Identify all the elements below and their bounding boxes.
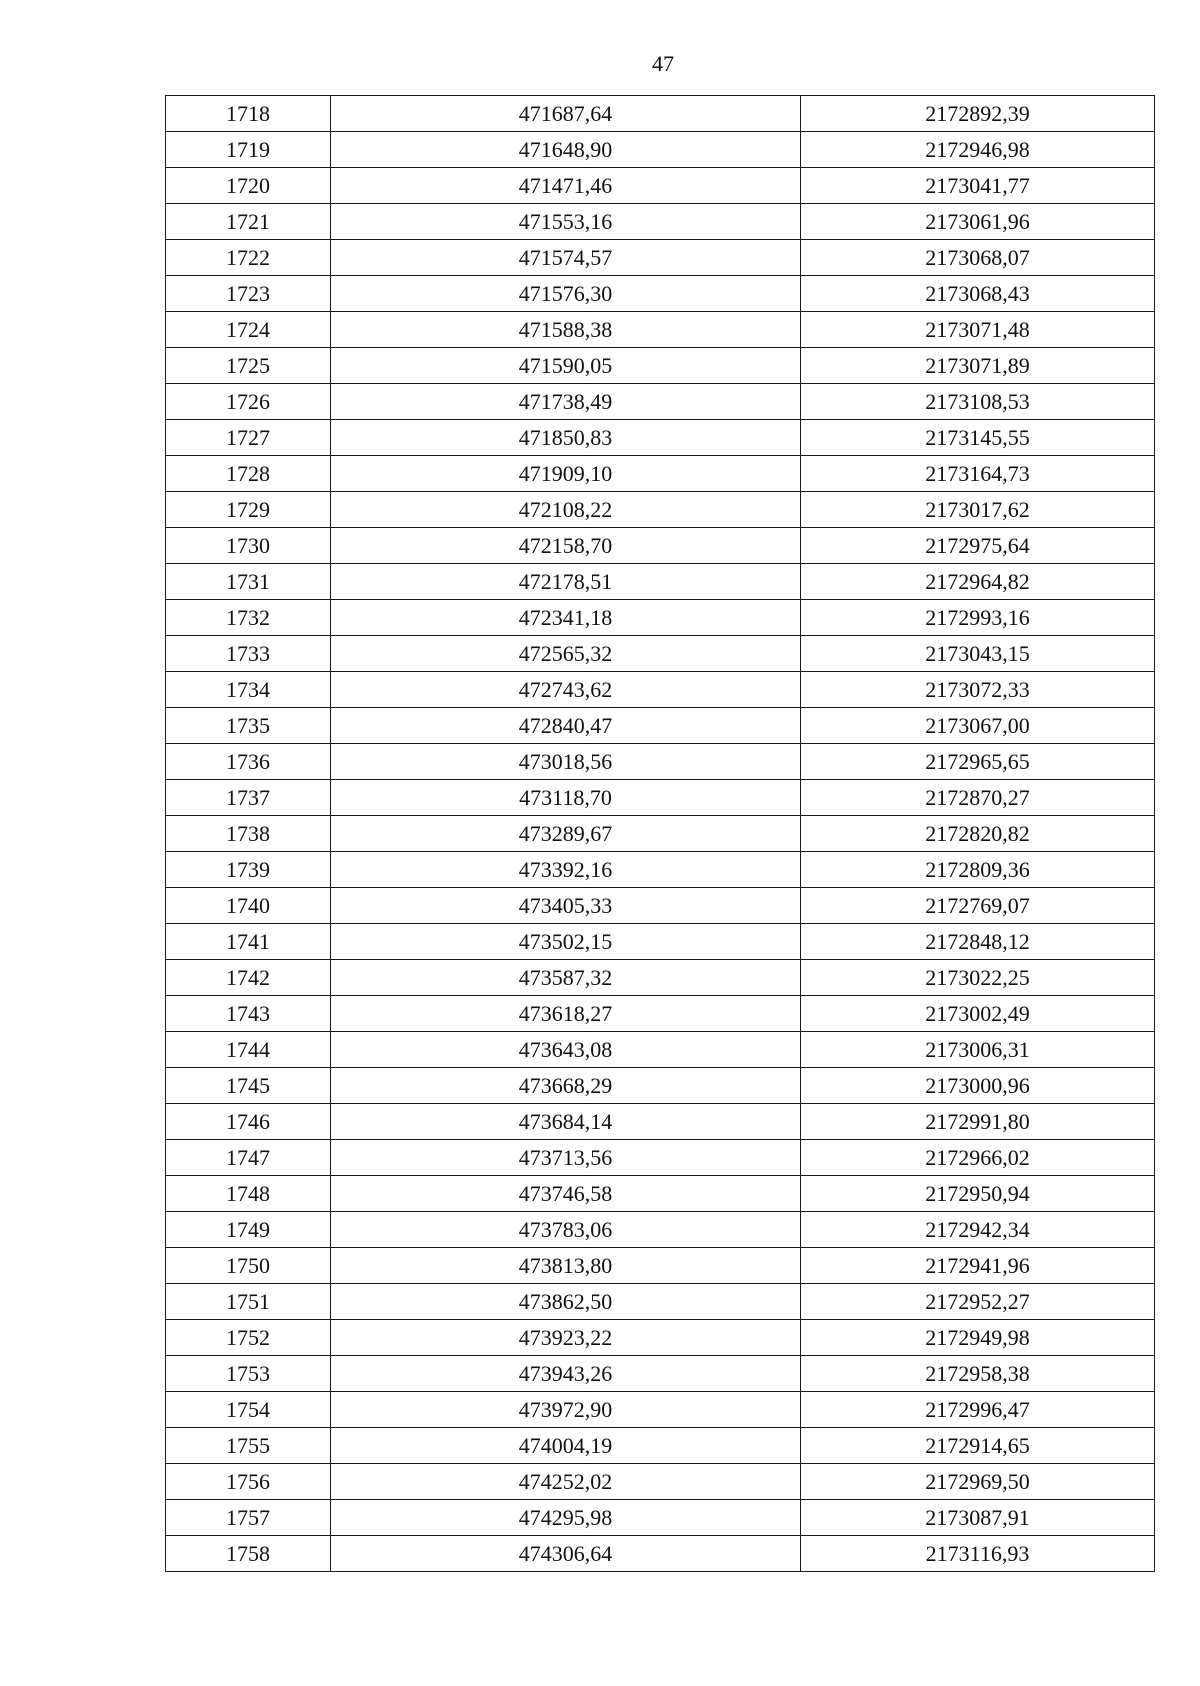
point-number-cell: 1737 xyxy=(166,780,331,816)
x-coordinate-cell: 471574,57 xyxy=(331,240,801,276)
y-coordinate-cell: 2173071,48 xyxy=(801,312,1155,348)
x-coordinate-cell: 471588,38 xyxy=(331,312,801,348)
y-coordinate-cell: 2172949,98 xyxy=(801,1320,1155,1356)
point-number-cell: 1758 xyxy=(166,1536,331,1572)
table-row xyxy=(166,960,1155,996)
x-coordinate-cell: 472840,47 xyxy=(331,708,801,744)
table-row xyxy=(166,528,1155,564)
table-row xyxy=(166,1464,1155,1500)
point-number-cell: 1734 xyxy=(166,672,331,708)
y-coordinate-cell: 2172946,98 xyxy=(801,132,1155,168)
x-coordinate-cell: 471553,16 xyxy=(331,204,801,240)
y-coordinate-cell: 2172964,82 xyxy=(801,564,1155,600)
point-number-cell: 1742 xyxy=(166,960,331,996)
table-row xyxy=(166,888,1155,924)
table-row xyxy=(166,744,1155,780)
table-row xyxy=(166,1140,1155,1176)
table-row xyxy=(166,996,1155,1032)
y-coordinate-cell: 2172993,16 xyxy=(801,600,1155,636)
y-coordinate-cell: 2173022,25 xyxy=(801,960,1155,996)
y-coordinate-cell: 2173061,96 xyxy=(801,204,1155,240)
point-number-cell: 1745 xyxy=(166,1068,331,1104)
table-row xyxy=(166,1068,1155,1104)
point-number-cell: 1723 xyxy=(166,276,331,312)
x-coordinate-cell: 472341,18 xyxy=(331,600,801,636)
y-coordinate-cell: 2172870,27 xyxy=(801,780,1155,816)
point-number-cell: 1749 xyxy=(166,1212,331,1248)
y-coordinate-cell: 2172969,50 xyxy=(801,1464,1155,1500)
x-coordinate-cell: 473392,16 xyxy=(331,852,801,888)
x-coordinate-cell: 473118,70 xyxy=(331,780,801,816)
point-number-cell: 1751 xyxy=(166,1284,331,1320)
x-coordinate-cell: 473668,29 xyxy=(331,1068,801,1104)
y-coordinate-cell: 2172965,65 xyxy=(801,744,1155,780)
point-number-cell: 1733 xyxy=(166,636,331,672)
table-row xyxy=(166,204,1155,240)
table-row xyxy=(166,312,1155,348)
y-coordinate-cell: 2173017,62 xyxy=(801,492,1155,528)
table-row xyxy=(166,672,1155,708)
point-number-cell: 1738 xyxy=(166,816,331,852)
y-coordinate-cell: 2172975,64 xyxy=(801,528,1155,564)
x-coordinate-cell: 473746,58 xyxy=(331,1176,801,1212)
x-coordinate-cell: 473713,56 xyxy=(331,1140,801,1176)
point-number-cell: 1740 xyxy=(166,888,331,924)
point-number-cell: 1720 xyxy=(166,168,331,204)
x-coordinate-cell: 474252,02 xyxy=(331,1464,801,1500)
x-coordinate-cell: 471909,10 xyxy=(331,456,801,492)
y-coordinate-cell: 2172809,36 xyxy=(801,852,1155,888)
x-coordinate-cell: 471590,05 xyxy=(331,348,801,384)
point-number-cell: 1730 xyxy=(166,528,331,564)
y-coordinate-cell: 2173071,89 xyxy=(801,348,1155,384)
point-number-cell: 1732 xyxy=(166,600,331,636)
page-number: 47 xyxy=(652,51,674,76)
point-number-cell: 1725 xyxy=(166,348,331,384)
table-row xyxy=(166,1032,1155,1068)
x-coordinate-cell: 473587,32 xyxy=(331,960,801,996)
table-row xyxy=(166,1536,1155,1572)
point-number-cell: 1724 xyxy=(166,312,331,348)
x-coordinate-cell: 472108,22 xyxy=(331,492,801,528)
point-number-cell: 1727 xyxy=(166,420,331,456)
y-coordinate-cell: 2173164,73 xyxy=(801,456,1155,492)
x-coordinate-cell: 473289,67 xyxy=(331,816,801,852)
y-coordinate-cell: 2172950,94 xyxy=(801,1176,1155,1212)
point-number-cell: 1721 xyxy=(166,204,331,240)
coordinates-table-body xyxy=(166,96,1155,1572)
table-row xyxy=(166,168,1155,204)
x-coordinate-cell: 474295,98 xyxy=(331,1500,801,1536)
point-number-cell: 1741 xyxy=(166,924,331,960)
x-coordinate-cell: 473018,56 xyxy=(331,744,801,780)
y-coordinate-cell: 2172820,82 xyxy=(801,816,1155,852)
point-number-cell: 1722 xyxy=(166,240,331,276)
point-number-cell: 1755 xyxy=(166,1428,331,1464)
point-number-cell: 1744 xyxy=(166,1032,331,1068)
x-coordinate-cell: 471648,90 xyxy=(331,132,801,168)
x-coordinate-cell: 473618,27 xyxy=(331,996,801,1032)
y-coordinate-cell: 2173087,91 xyxy=(801,1500,1155,1536)
y-coordinate-cell: 2173068,07 xyxy=(801,240,1155,276)
x-coordinate-cell: 471576,30 xyxy=(331,276,801,312)
table-row xyxy=(166,456,1155,492)
y-coordinate-cell: 2172848,12 xyxy=(801,924,1155,960)
point-number-cell: 1739 xyxy=(166,852,331,888)
y-coordinate-cell: 2172914,65 xyxy=(801,1428,1155,1464)
y-coordinate-cell: 2172941,96 xyxy=(801,1248,1155,1284)
point-number-cell: 1748 xyxy=(166,1176,331,1212)
table-row xyxy=(166,384,1155,420)
point-number-cell: 1735 xyxy=(166,708,331,744)
point-number-cell: 1736 xyxy=(166,744,331,780)
table-row xyxy=(166,1212,1155,1248)
table-row xyxy=(166,1104,1155,1140)
x-coordinate-cell: 473862,50 xyxy=(331,1284,801,1320)
point-number-cell: 1746 xyxy=(166,1104,331,1140)
y-coordinate-cell: 2172966,02 xyxy=(801,1140,1155,1176)
table-row xyxy=(166,492,1155,528)
point-number-cell: 1754 xyxy=(166,1392,331,1428)
point-number-cell: 1750 xyxy=(166,1248,331,1284)
x-coordinate-cell: 471850,83 xyxy=(331,420,801,456)
y-coordinate-cell: 2173067,00 xyxy=(801,708,1155,744)
y-coordinate-cell: 2173072,33 xyxy=(801,672,1155,708)
x-coordinate-cell: 473943,26 xyxy=(331,1356,801,1392)
y-coordinate-cell: 2172942,34 xyxy=(801,1212,1155,1248)
table-row xyxy=(166,1428,1155,1464)
point-number-cell: 1747 xyxy=(166,1140,331,1176)
table-row xyxy=(166,1284,1155,1320)
y-coordinate-cell: 2173116,93 xyxy=(801,1536,1155,1572)
table-row xyxy=(166,564,1155,600)
y-coordinate-cell: 2173043,15 xyxy=(801,636,1155,672)
point-number-cell: 1753 xyxy=(166,1356,331,1392)
point-number-cell: 1719 xyxy=(166,132,331,168)
x-coordinate-cell: 474004,19 xyxy=(331,1428,801,1464)
table-row xyxy=(166,816,1155,852)
table-row xyxy=(166,96,1155,132)
y-coordinate-cell: 2173041,77 xyxy=(801,168,1155,204)
table-row xyxy=(166,852,1155,888)
x-coordinate-cell: 474306,64 xyxy=(331,1536,801,1572)
x-coordinate-cell: 473972,90 xyxy=(331,1392,801,1428)
y-coordinate-cell: 2172952,27 xyxy=(801,1284,1155,1320)
table-row xyxy=(166,1176,1155,1212)
x-coordinate-cell: 473923,22 xyxy=(331,1320,801,1356)
table-row xyxy=(166,1500,1155,1536)
y-coordinate-cell: 2173006,31 xyxy=(801,1032,1155,1068)
x-coordinate-cell: 473405,33 xyxy=(331,888,801,924)
point-number-cell: 1743 xyxy=(166,996,331,1032)
table-row xyxy=(166,780,1155,816)
table-row xyxy=(166,240,1155,276)
table-row xyxy=(166,708,1155,744)
x-coordinate-cell: 473783,06 xyxy=(331,1212,801,1248)
y-coordinate-cell: 2172958,38 xyxy=(801,1356,1155,1392)
x-coordinate-cell: 471687,64 xyxy=(331,96,801,132)
table-row xyxy=(166,924,1155,960)
table-row xyxy=(166,1320,1155,1356)
x-coordinate-cell: 473684,14 xyxy=(331,1104,801,1140)
y-coordinate-cell: 2173000,96 xyxy=(801,1068,1155,1104)
point-number-cell: 1729 xyxy=(166,492,331,528)
x-coordinate-cell: 473643,08 xyxy=(331,1032,801,1068)
point-number-cell: 1728 xyxy=(166,456,331,492)
x-coordinate-cell: 472565,32 xyxy=(331,636,801,672)
y-coordinate-cell: 2172892,39 xyxy=(801,96,1155,132)
x-coordinate-cell: 472158,70 xyxy=(331,528,801,564)
point-number-cell: 1752 xyxy=(166,1320,331,1356)
point-number-cell: 1757 xyxy=(166,1500,331,1536)
table-row xyxy=(166,600,1155,636)
table-row xyxy=(166,132,1155,168)
point-number-cell: 1756 xyxy=(166,1464,331,1500)
table-row xyxy=(166,636,1155,672)
point-number-cell: 1726 xyxy=(166,384,331,420)
point-number-cell: 1731 xyxy=(166,564,331,600)
x-coordinate-cell: 473813,80 xyxy=(331,1248,801,1284)
table-row xyxy=(166,420,1155,456)
y-coordinate-cell: 2173068,43 xyxy=(801,276,1155,312)
y-coordinate-cell: 2173108,53 xyxy=(801,384,1155,420)
y-coordinate-cell: 2173002,49 xyxy=(801,996,1155,1032)
x-coordinate-cell: 471738,49 xyxy=(331,384,801,420)
x-coordinate-cell: 471471,46 xyxy=(331,168,801,204)
y-coordinate-cell: 2172996,47 xyxy=(801,1392,1155,1428)
y-coordinate-cell: 2172769,07 xyxy=(801,888,1155,924)
table-row xyxy=(166,1248,1155,1284)
table-row xyxy=(166,1392,1155,1428)
coordinates-table xyxy=(165,95,1155,1572)
x-coordinate-cell: 472743,62 xyxy=(331,672,801,708)
x-coordinate-cell: 472178,51 xyxy=(331,564,801,600)
table-row xyxy=(166,348,1155,384)
y-coordinate-cell: 2173145,55 xyxy=(801,420,1155,456)
table-row xyxy=(166,1356,1155,1392)
x-coordinate-cell: 473502,15 xyxy=(331,924,801,960)
point-number-cell: 1718 xyxy=(166,96,331,132)
y-coordinate-cell: 2172991,80 xyxy=(801,1104,1155,1140)
table-row xyxy=(166,276,1155,312)
